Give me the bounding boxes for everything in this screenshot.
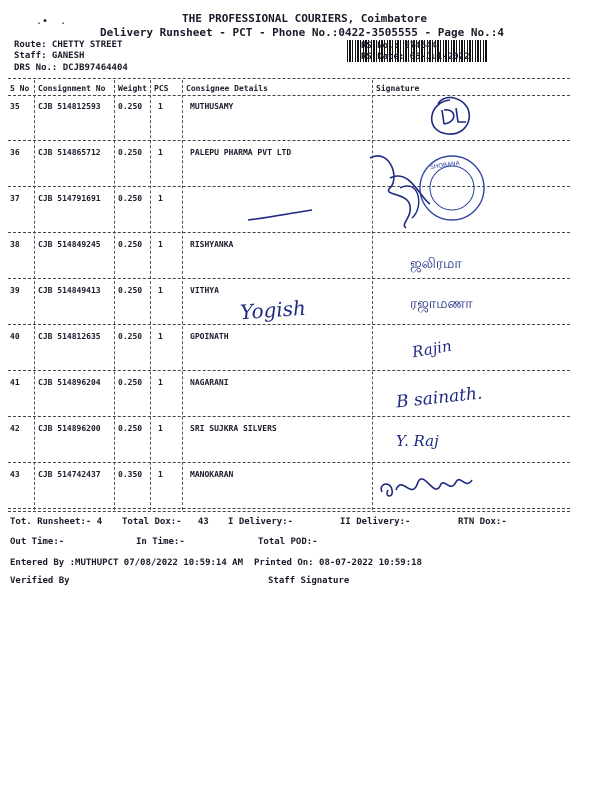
signature-42: Y. Raj: [396, 432, 439, 450]
row-pcs: 1: [158, 332, 163, 341]
out-time: Out Time:-: [10, 537, 65, 547]
total-pod: Total POD:-: [258, 537, 318, 547]
table-row: [0, 326, 600, 372]
signature-40: Rajin: [410, 336, 453, 362]
col-consignee: Consignee Details: [186, 84, 268, 93]
row-pcs: 1: [158, 148, 163, 157]
row-divider: [8, 370, 570, 371]
row-weight: 0.250: [118, 378, 143, 387]
table-bottom-rule: [8, 511, 570, 512]
col-sno: S No: [10, 84, 30, 93]
row-weight: 0.350: [118, 470, 143, 479]
row-weight: 0.250: [118, 240, 143, 249]
row-sno: 41: [10, 378, 20, 387]
tot-runsheet: Tot. Runsheet:- 4: [10, 517, 103, 527]
row-weight: 0.250: [118, 286, 143, 295]
signature-38: ஜலிரமா: [410, 256, 462, 272]
col-pcs: PCS: [154, 84, 169, 93]
verified-by: Verified By: [10, 576, 70, 586]
signature-39: ரஜாமணா: [410, 296, 473, 312]
row-consignment-no: CJB 514812593: [38, 102, 101, 111]
row-consignment-no: CJB 514865712: [38, 148, 101, 157]
row-consignee: PALEPU PHARMA PVT LTD: [190, 148, 292, 157]
row-consignment-no: CJB 514742437: [38, 470, 101, 479]
row-consignee: VITHYA: [190, 286, 219, 295]
row-sno: 39: [10, 286, 20, 295]
row-pcs: 1: [158, 424, 163, 433]
row-consignment-no: CJB 514896204: [38, 378, 101, 387]
row-pcs: 1: [158, 286, 163, 295]
i-delivery: I Delivery:-: [228, 517, 294, 527]
row-sno: 35: [10, 102, 20, 111]
row-divider: [8, 416, 570, 417]
company-name: THE PROFESSIONAL COURIERS, Coimbatore: [182, 12, 428, 25]
row-consignee: RISHYANKA: [190, 240, 234, 249]
row-divider: [8, 278, 570, 279]
staff-label: Staff: GANESH: [14, 51, 85, 61]
row-pcs: 1: [158, 240, 163, 249]
total-dox: Total Dox:- 43: [122, 517, 209, 527]
table-row: [0, 464, 600, 510]
col-weight: Weight: [118, 84, 147, 93]
route-label: Route: CHETTY STREET: [14, 40, 123, 50]
row-sno: 40: [10, 332, 20, 341]
row-consignee: MANOKARAN: [190, 470, 234, 479]
table-row: [0, 234, 600, 280]
row-divider: [8, 324, 570, 325]
row-divider: [8, 508, 570, 509]
table-row: [0, 372, 600, 418]
row-consignment-no: CJB 514812635: [38, 332, 101, 341]
signature-39-name: Yogish: [239, 295, 307, 325]
ii-delivery: II Delivery:-: [340, 517, 411, 527]
in-time: In Time:-: [136, 537, 185, 547]
row-divider: [8, 462, 570, 463]
row-consignee: GPOINATH: [190, 332, 229, 341]
row-weight: 0.250: [118, 194, 143, 203]
entered-by: Entered By :MUTHUPCT 07/08/2022 10:59:14 AM: [10, 558, 243, 568]
row-consignee: SRI SUJKRA SILVERS: [190, 424, 277, 433]
row-pcs: 1: [158, 102, 163, 111]
drs-label: DRS No.: DCJB97464404: [14, 63, 128, 73]
table-row: [0, 96, 600, 142]
row-consignment-no: CJB 514896200: [38, 424, 101, 433]
row-sno: 42: [10, 424, 20, 433]
staff-signature: Staff Signature: [268, 576, 350, 586]
rs-date: RS Date: 08-Jul-2022: [361, 52, 470, 62]
row-sno: 37: [10, 194, 20, 203]
row-weight: 0.250: [118, 102, 143, 111]
row-sno: 38: [10, 240, 20, 249]
row-pcs: 1: [158, 378, 163, 387]
row-pcs: 1: [158, 194, 163, 203]
signature-41: B sainath.: [395, 383, 484, 413]
table-row: [0, 418, 600, 464]
row-consignment-no: CJB 514791691: [38, 194, 101, 203]
row-consignee: NAGARANI: [190, 378, 229, 387]
row-sno: 36: [10, 148, 20, 157]
table-row: [0, 142, 600, 188]
printed-on: Printed On: 08-07-2022 10:59:18: [254, 558, 422, 568]
row-sno: 43: [10, 470, 20, 479]
rs-number: RS No.: 974644: [361, 41, 437, 51]
row-consignment-no: CJB 514849413: [38, 286, 101, 295]
row-pcs: 1: [158, 470, 163, 479]
row-weight: 0.250: [118, 424, 143, 433]
col-signature: Signature: [376, 84, 420, 93]
row-divider: [8, 140, 570, 141]
row-weight: 0.250: [118, 148, 143, 157]
signature-36-stamp: [360, 148, 500, 238]
signature-37-line: [246, 204, 316, 224]
signature-35: [420, 92, 480, 142]
rtn-dox: RTN Dox:-: [458, 517, 507, 527]
row-consignee: MUTHUSAMY: [190, 102, 234, 111]
signature-43: [378, 468, 478, 504]
stamp-text: SHOBANA: [429, 159, 461, 172]
document-title: Delivery Runsheet - PCT - Phone No.:0422-3505555 - Page No.:4: [100, 26, 504, 39]
table-top-rule: [8, 78, 570, 79]
row-consignment-no: CJB 514849245: [38, 240, 101, 249]
col-consignment: Consignment No: [38, 84, 106, 93]
punch-mark: .• .: [36, 16, 67, 27]
row-weight: 0.250: [118, 332, 143, 341]
